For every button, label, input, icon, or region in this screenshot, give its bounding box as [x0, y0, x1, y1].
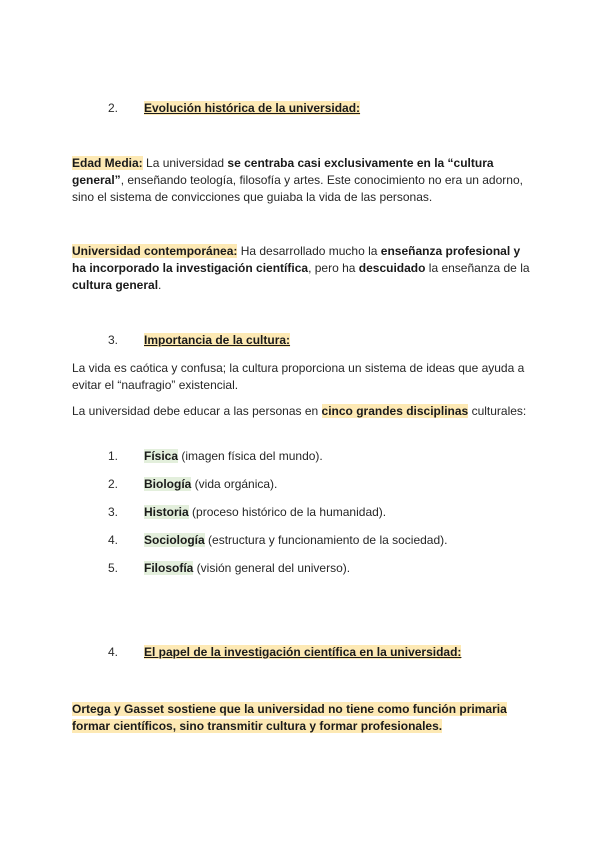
edad-media-bold-1: se centraba casi exclusivamente en la “cultura general”	[72, 156, 494, 187]
cultura-paragraph-2	[72, 403, 532, 420]
disciplina-2-desc: (vida orgánica).	[191, 477, 278, 491]
cultura-paragraph-1: La vida es caótica y confusa; la cultura proporciona un sistema de ideas que ayuda a evitar el “naufragio” existencial.	[72, 361, 525, 392]
contemporanea-bold-1: enseñanza profesional y ha incorporado la investigación científica	[72, 244, 521, 275]
disciplina-2-number: 2.	[108, 477, 119, 491]
list-item	[144, 505, 386, 519]
contemporanea-label: Universidad contemporánea:	[72, 244, 238, 258]
contemporanea-bold-3: cultura general	[72, 278, 159, 292]
disciplina-2-name: Biología	[144, 477, 192, 491]
disciplina-1-desc: (imagen física del mundo).	[178, 449, 323, 463]
cultura-p2-bold: cinco grandes disciplinas	[321, 404, 469, 418]
list-item	[144, 477, 277, 491]
disciplina-3-number: 3.	[108, 505, 119, 519]
disciplina-3-desc: (proceso histórico de la humanidad).	[188, 505, 387, 519]
list-item	[144, 533, 447, 547]
section-4-number: 4.	[108, 645, 119, 659]
cultura-p2-text-1: La universidad debe educar a las personas en	[72, 404, 322, 418]
edad-media-text-2: , enseñando teología, filosofía y artes. Este conocimiento no era un adorno, sino el sistema de convicciones que guiaba la vida de las personas.	[72, 173, 523, 204]
contemporanea-text-4: .	[158, 278, 162, 292]
ortega-paragraph	[72, 701, 532, 735]
disciplina-1-name: Física	[144, 449, 179, 463]
section-2-title: Evolución histórica de la universidad:	[144, 101, 361, 115]
cultura-p2-text-2: culturales:	[468, 404, 527, 418]
contemporanea-text-3: la enseñanza de la	[425, 261, 530, 275]
disciplina-5-name: Filosofía	[144, 561, 194, 575]
section-2-number: 2.	[108, 101, 119, 115]
edad-media-text-1: La universidad	[142, 156, 228, 170]
disciplina-4-desc: (estructura y funcionamiento de la sociedad).	[204, 533, 448, 547]
ortega-text: Ortega y Gasset sostiene que la universidad no tiene como función primaria formar científicos, sino transmitir cultura y formar profesionales.	[72, 702, 507, 733]
contemporanea-paragraph	[72, 243, 532, 294]
section-3-title: Importancia de la cultura:	[144, 333, 291, 347]
disciplina-4-name: Sociología	[144, 533, 205, 547]
disciplina-3-name: Historia	[144, 505, 189, 519]
list-item	[144, 561, 350, 575]
edad-media-paragraph	[72, 155, 532, 206]
section-2-heading	[144, 101, 360, 115]
disciplina-1-number: 1.	[108, 449, 119, 463]
section-4-heading	[144, 645, 461, 659]
disciplina-4-number: 4.	[108, 533, 119, 547]
list-item	[144, 449, 323, 463]
section-3-heading	[144, 333, 290, 347]
edad-media-label: Edad Media:	[72, 156, 143, 170]
contemporanea-text-2: , pero ha	[308, 261, 359, 275]
section-3-number: 3.	[108, 333, 119, 347]
contemporanea-bold-2: descuidado	[358, 261, 426, 275]
disciplina-5-number: 5.	[108, 561, 119, 575]
disciplina-5-desc: (visión general del universo).	[193, 561, 351, 575]
section-4-title: El papel de la investigación científica en la universidad:	[144, 645, 462, 659]
contemporanea-text-1: Ha desarrollado mucho la	[237, 244, 381, 258]
